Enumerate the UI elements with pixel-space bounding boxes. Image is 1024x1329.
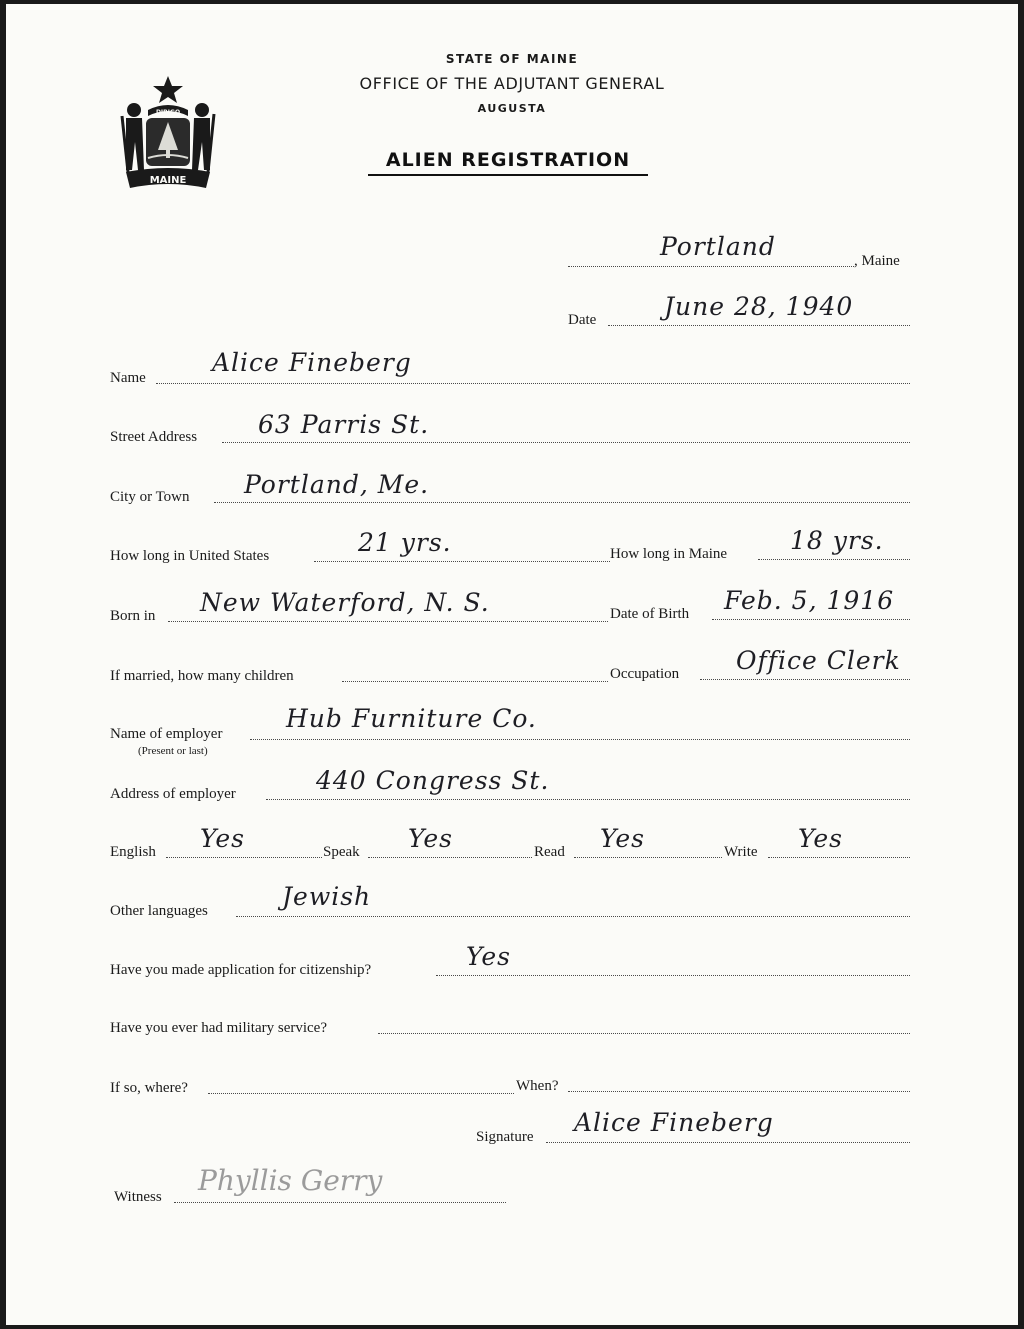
place-line [568,266,854,267]
employer-address-line [266,799,910,800]
children-label: If married, how many children [110,668,294,684]
place-value[interactable]: Portland [660,232,776,261]
speak-line [368,857,532,858]
svg-text:MAINE: MAINE [149,175,187,186]
where-label: If so, where? [110,1080,188,1096]
maine-years-line [758,559,910,560]
us-years-line [314,561,610,562]
dob-line [712,619,910,620]
born-value[interactable]: New Waterford, N. S. [200,588,490,617]
english-value[interactable]: Yes [200,824,245,853]
name-line [156,383,910,384]
street-label: Street Address [110,429,198,445]
street-value[interactable]: 63 Parris St. [258,410,430,439]
dob-value[interactable]: Feb. 5, 1916 [724,586,895,615]
employer-address-label: Address of employer [110,786,236,802]
city-line [214,502,910,503]
employer-label: Name of employer [110,726,223,742]
citizenship-value[interactable]: Yes [466,942,511,971]
dob-label: Date of Birth [610,606,690,622]
employer-sublabel: (Present or last) [138,745,208,757]
employer-address-value[interactable]: 440 Congress St. [316,766,550,795]
us-years-label: How long in United States [110,548,270,564]
street-line [222,442,910,443]
where-line [208,1093,514,1094]
military-label: Have you ever had military service? [110,1020,327,1036]
write-label: Write [724,844,758,860]
children-line [342,681,608,682]
signature-line [546,1142,910,1143]
speak-label: Speak [323,844,360,860]
svg-text:DIRIGO: DIRIGO [155,109,181,116]
us-years-value[interactable]: 21 yrs. [358,528,452,557]
speak-value[interactable]: Yes [408,824,453,853]
occupation-value[interactable]: Office Clerk [736,646,901,675]
other-languages-value[interactable]: Jewish [282,882,372,911]
date-line [608,325,910,326]
witness-label: Witness [114,1189,162,1205]
read-value[interactable]: Yes [600,824,645,853]
signature-label: Signature [476,1129,534,1145]
read-label: Read [534,844,565,860]
place-suffix: , Maine [854,253,900,269]
citizenship-line [436,975,910,976]
maine-years-value[interactable]: 18 yrs. [790,526,884,555]
name-value[interactable]: Alice Fineberg [212,348,412,377]
state-heading: STATE OF MAINE [445,52,579,66]
city-value[interactable]: Portland, Me. [244,470,430,499]
military-line [378,1033,910,1034]
read-line [574,857,722,858]
write-value[interactable]: Yes [798,824,843,853]
when-line [568,1091,910,1092]
english-line [166,857,322,858]
date-value[interactable]: June 28, 1940 [664,292,854,321]
when-label: When? [516,1078,559,1094]
city-heading: AUGUSTA [477,102,547,115]
maine-years-label: How long in Maine [610,546,728,562]
witness-value[interactable]: Phyllis Gerry [198,1164,383,1197]
date-label: Date [568,312,597,328]
write-line [768,857,910,858]
born-line [168,621,608,622]
citizenship-label: Have you made application for citizenship? [110,962,372,978]
born-label: Born in [110,608,156,624]
form-title: ALIEN REGISTRATION [368,149,648,176]
english-label: English [110,844,156,860]
name-label: Name [110,370,146,386]
employer-line [250,739,910,740]
office-heading: OFFICE OF THE ADJUTANT GENERAL [359,74,665,93]
other-languages-line [236,916,910,917]
occupation-line [700,679,910,680]
witness-line [174,1202,506,1203]
signature-value[interactable]: Alice Fineberg [574,1108,774,1137]
employer-value[interactable]: Hub Furniture Co. [286,704,537,733]
city-label: City or Town [110,489,190,505]
other-languages-label: Other languages [110,903,208,919]
occupation-label: Occupation [610,666,680,682]
